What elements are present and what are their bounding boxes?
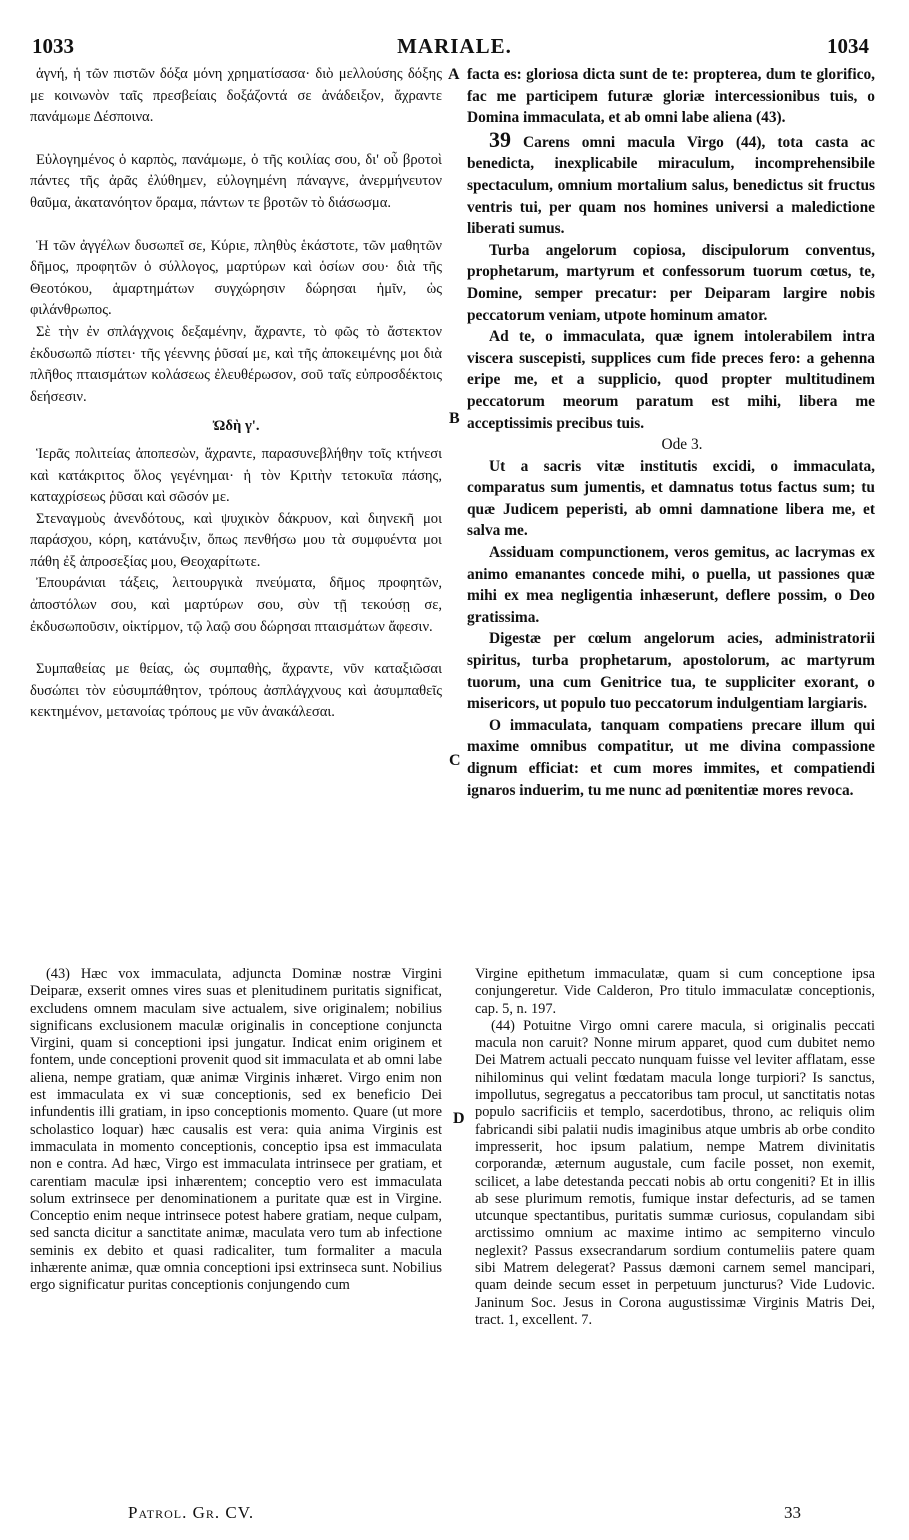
greek-ode-heading: Ὠδὴ γ'. (212, 418, 260, 435)
footer-series: Patrol. Gr. CV. (128, 1503, 255, 1522)
margin-letter-b: B (449, 410, 460, 427)
footnotes-right (475, 966, 875, 1329)
page-header (0, 34, 909, 64)
margin-letter-d: D (453, 1110, 465, 1127)
greek-paragraph: Συμπαθείας με θείας, ὡς συμπαθὴς, ἄχραντε, νῦν καταξιῶσαι δυσώπει τὸν εὐσυμπάθητον, τρόπους ἀσπλάγχνους καὶ ἀσυμπαθεῖς κεκτημένον, μετανοίας τρόπους με νῦν ἀνακάλεσαι. (30, 661, 442, 721)
latin-paragraph-39 (467, 126, 875, 240)
latin-paragraph: Ut a sacris vitæ institutis excidi, o immaculata, comparatus sum jumentis, et damnatus totus factus sum; tu quæ Judicem peperisti, ab omni damnatione libera me, et salva me. (467, 457, 875, 540)
latin-column (467, 64, 875, 801)
greek-paragraph: Εὐλογημένος ὁ καρπὸς, πανάμωμε, ὁ τῆς κοιλίας σου, δι' οὗ βροτοὶ πάντες τῆς ἀρᾶς ἐλύθημεν, εὐλογημένη πάναγνε, ἀνερμήνευτον θαῦμα, ἀκατανόητον ὅραμα, πάντων τε βροτῶν τὸ διάσωσμα. (30, 151, 442, 211)
latin-paragraph-text: Carens omni macula Virgo (44), tota casta ac benedicta, inexplicabile miraculum, incomprehensibile spectaculum, omnium mortalium salus, benedictus sit fructus ventris tui, per quam nos homines universi a maledictione liberati sumus. (467, 133, 875, 238)
latin-paragraph: O immaculata, tanquam compatiens precare illum qui maxime omnibus compatitur, ut me divina compassione dignum efficiat: et cum mores immites, et compatiendi ignaros induerim, tu me nunc ad pœnitentiæ mores revoca. (467, 716, 875, 799)
latin-paragraph: Turba angelorum copiosa, discipulorum conventus, prophetarum, martyrum et confessorum tuorum cœtus, te, Domine, semper precatur: per Deiparam largire nobis peccatorum veniam, utpote hominum amator. (467, 241, 875, 324)
greek-paragraph: ἁγνή, ἡ τῶν πιστῶν δόξα μόνη χρηματίσασα· διὸ μελλούσης δόξης με κοινωνὸν ταῖς πρεσβείαις δοξάζοντά σε ἀνάδειξον, ἄχραντε πανάμωμε Δέσποινα. (30, 66, 442, 126)
footnote-44: (44) Potuitne Virgo omni carere macula, si originalis peccati macula non caruit? Nonne mirum apparet, quod cum dubitet nemo Dei Matrem actuali peccato nunquam fuisse vel leviter afflatam, esse nihilominus qui velint fœdatam macula longe turpiori? Is sanctus, impollutus, segregatus a peccatoribus tam procul, ut sanctitatis notas populo sacrificiis et templo, sacerdotibus, throno, ac reliquis olim fabricandi sibi palatii nudis imaginibus atque umbris ab orbe condito impresserit, hoc ipsum palatium, nempe Matrem divinitatis corporandæ, æternum augustale, cum facile posset, non exemit, scilicet, a labe detestanda peccati nobis ab ortu congeniti? Et in illis ab sese plurimum remotis, fumique instar defecturis, ad se tamen utcunque spectantibus, puritatis summæ curiosus, copulandam sibi arctissimo omnium ac maxime intimo ac sempiterno vinculo neglexit? Passus exsecrandarum sordium contumeliis patere quam sibi Matrem delegerat? Passus dæmoni carnem semel mancipari, quam deinde secum esset in perpetuum juncturus? Vide Ludovic. Janinum Soc. Jesus in Corona augustissimæ Virginis Matris Dei, tract. 1, excellent. 7. (475, 1017, 875, 1328)
greek-paragraph: Ἐπουράνιαι τάξεις, λειτουργικὰ πνεύματα, δῆμος προφητῶν, ἀποστόλων σου, καὶ μαρτύρων σου, σὺν τῇ τεκούσῃ σε, ἐκδυσωποῦσιν, οἰκτίρμον, τῷ λαῷ σου δώρησαι πταισμάτων ἄφεσιν. (30, 575, 442, 635)
latin-ode-heading: Ode 3. (661, 436, 703, 454)
margin-letter-c: C (449, 752, 461, 769)
running-title: MARIALE. (397, 34, 512, 58)
latin-paragraph: Ad te, o immaculata, quæ ignem intolerabilem intra viscera suscepisti, supplices cum fide preces fero: a gehenna eripe me, et a supplicio, quod propter multitudinem peccatorum meorum paratum est mihi, libera me acceptissimis precibus tuis. (467, 328, 875, 432)
footnote-43: (43) Hæc vox immaculata, adjuncta Dominæ nostræ Virgini Deiparæ, exserit omnes vires suas et plenitudinem puritatis significat, excludens omnem maculam sive actualem, sive originalem; nobilius significans exclusionem maculæ originalis in conceptione conjuncta Virgini, quam si conceptioni ipsi jungatur. Indicat enim originem et fontem, unde conceptioni provenit quod sit immaculata et ab omni labe aliena, nempe gratiam, quæ animæ Virginis inhæret. Virgo enim non est immaculata ex vi suæ conceptionis, sed ex beneficio Dei infundentis illi gratiam, in ipso conceptionis momento. Quare (ut more scholastico loquar) hæc causalis est vera: quia anima Virginis est immaculata in momento conceptionis, conceptio ipsa est immaculata non e contra. Ad hæc, Virgo est immaculata intrinsece per gratiam, et carentiam maculæ ipsi inhærentem; conceptio vero est immaculata solum extrinsece per denominationem a puritate quæ est in Virgine. Conceptio enim neque intrinsece potest habere gratiam, neque culpam, sed sancta dicitur a sanctitate animæ, maculata vero tum ab infectione seminis ex debito et quasi radicaliter, tum formaliter a macula inhærente animæ, quæ omnia conceptioni ipsi extrinseca sunt. Nobilius ergo significatur puritas conceptionis conjungendo cum (30, 966, 442, 1294)
right-page-number: 1034 (827, 34, 869, 58)
footnote-43-continued: Virgine epithetum immaculatæ, quam si cum conceptione ipsa conjungeretur. Vide Calderon, Pro titulo immaculatæ conceptionis, cap. 5, n. 197. (475, 966, 875, 1017)
footnotes-left (30, 966, 442, 1295)
greek-paragraph: Ἱερᾶς πολιτείας ἀποπεσὼν, ἄχραντε, παρασυνεβλήθην τοῖς κτήνεσι καὶ κατάκριτος ὅλος γεγένημαι· ἡ τὸν Κριτὴν τετοκυῖα πάσης, καταχρίσεως ῥῦσαι καὶ σῶσόν με. (30, 445, 442, 506)
latin-paragraph: Digestæ per cœlum angelorum acies, administratorii spiritus, turba prophetarum, apostolorum, ac martyrum tuorum, una cum Genitrice tua, te suppliciter exorant, o misericors, ut populo tuo peccatorum indulgentiam largiaris. (467, 630, 875, 713)
section-number: 39 (489, 126, 511, 152)
latin-paragraph: facta es: gloriosa dicta sunt de te: propterea, dum te glorifico, fac me participem futuræ gloriæ intercessionibus tuis, o Domina immaculata, et ab omni labe aliena (43). (467, 66, 875, 127)
greek-column (30, 64, 442, 724)
left-page-number: 1033 (32, 34, 74, 58)
footer-signature: 33 (784, 1503, 801, 1522)
greek-paragraph: Σὲ τὴν ἐν σπλάγχνοις δεξαμένην, ἄχραντε, τὸ φῶς τὸ ἄστεκτον ἐκδυσωπῶ πίστει· τῆς γέεννης ῥῦσαί με, καὶ τῆς ἀποκειμένης μοι διὰ πλῆθος πταισμάτων κολάσεως ἐλευθέρωσον, σοῦ ταῖς εὐπροσδέκτοις δεήσεσιν. (30, 323, 442, 405)
latin-paragraph: Assiduam compunctionem, veros gemitus, ac lacrymas ex animo emanantes concede mihi, o puella, ut passiones quæ mihi ex mea negligentia inhæserunt, deflere possim, o Deo gratissima. (467, 544, 875, 626)
greek-paragraph: Ἡ τῶν ἀγγέλων δυσωπεῖ σε, Κύριε, πληθὺς ἑκάστοτε, τῶν μαθητῶν δῆμος, προφητῶν ὁ σύλλογος, μαρτύρων καὶ ὁσίων σου· διὰ τῆς Θεοτόκου, ἁμαρτημάτων συγχώρησιν δώρησαι ἡμῖν, ὡς φιλάνθρωπος. (30, 237, 442, 319)
greek-paragraph: Στεναγμοὺς ἀνενδότους, καὶ ψυχικὸν δάκρυον, καὶ διηνεκῆ μοι παράσχου, κόρη, κατάνυξιν, ὅπως πενθήσω μου τὰ συμφυέντα μοι πάθη ἐξ ἀπροσεξίας μου, Θεοχαρίτωτε. (30, 510, 442, 570)
margin-letter-a: A (448, 66, 460, 83)
